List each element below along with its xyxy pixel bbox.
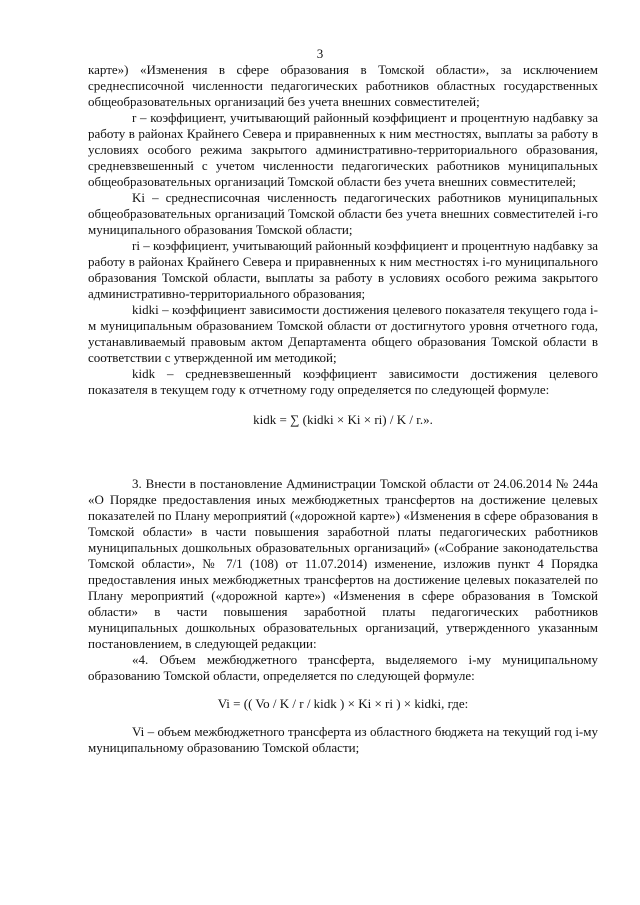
paragraph-ki-definition: Ki – среднесписочная численность педагогических работников муниципальных общеобразовательных организаций Томской области без учета внешних совместителей i-го муниципального образования Томской области; [88, 190, 598, 237]
paragraph-section-4: «4. Объем межбюджетного трансферта, выделяемого i-му муниципальному образованию Томской области, определяется по следующей формуле: [88, 652, 598, 683]
formula-vi: Vi = (( Vo / K / r / kidk ) × Ki × ri ) × kidki, где: [217, 696, 469, 711]
paragraph-section-3: 3. Внести в постановление Администрации Томской области от 24.06.2014 № 244а «О Порядке предоставления иных межбюджетных трансфертов на достижение целевых показателей по Плану мероприятий («дорожной карте») «Изменения в сфере образования в Томской области» в части повышения заработной платы педагогических работников муниципальных дошкольных образовательных организаций» («Собрание законодательства Томской области», № 7/1 (108) от 11.07.2014) изменение, изложив пункт 4 Порядка предоставления иных межбюджетных трансфертов на достижение целевых показателей по Плану мероприятий («дорожной карте») «Изменения в сфере образования в Томской области» в части повышения заработной платы педагогических работников муниципальных дошкольных образовательных организаций, утвержденного указанным постановлением, в следующей редакции: [88, 476, 598, 651]
paragraph-continuation: карте») «Изменения в сфере образования в Томской области», за исключением среднесписочной численности педагогических работников областных государственных общеобразовательных организаций без учета внешних совместителей; [88, 62, 598, 109]
paragraph-kidki-definition: kidki – коэффициент зависимости достижения целевого показателя текущего года i-м муниципальным образованием Томской области от достигнутого уровня отчетного года, устанавливаемый правовым актом Департамента общего образования Томской области в соответствии с утвержденной им методикой; [88, 302, 598, 365]
paragraph-r-definition: r – коэффициент, учитывающий районный коэффициент и процентную надбавку за работу в районах Крайнего Севера и приравненных к ним местностях, выплаты за работу в условиях особого режима закрытого административно-территориального образования, средневзвешенный с учетом численности педагогических работников муниципальных общеобразовательных организаций Томской области без учета внешних совместителей; [88, 110, 598, 189]
paragraph-vi-definition: Vi – объем межбюджетного трансферта из областного бюджета на текущий год i-му муниципальному образованию Томской области; [88, 724, 598, 755]
page-number: 3 [316, 46, 324, 61]
spacer [88, 438, 598, 476]
formula-kidk: kidk = ∑ (kidki × Ki × ri) / K / r.». [253, 412, 433, 427]
paragraph-kidk-definition: kidk – средневзвешенный коэффициент зависимости достижения целевого показателя в текущем году к отчетному году определяется по следующей формуле: [88, 366, 598, 397]
paragraph-ri-definition: ri – коэффициент, учитывающий районный коэффициент и процентную надбавку за работу в районах Крайнего Севера и приравненных к ним местностях i-го муниципального образования Томской области, выплаты за работу в условиях особого режима закрытого административно-территориального образования; [88, 238, 598, 301]
document-body [88, 62, 598, 756]
